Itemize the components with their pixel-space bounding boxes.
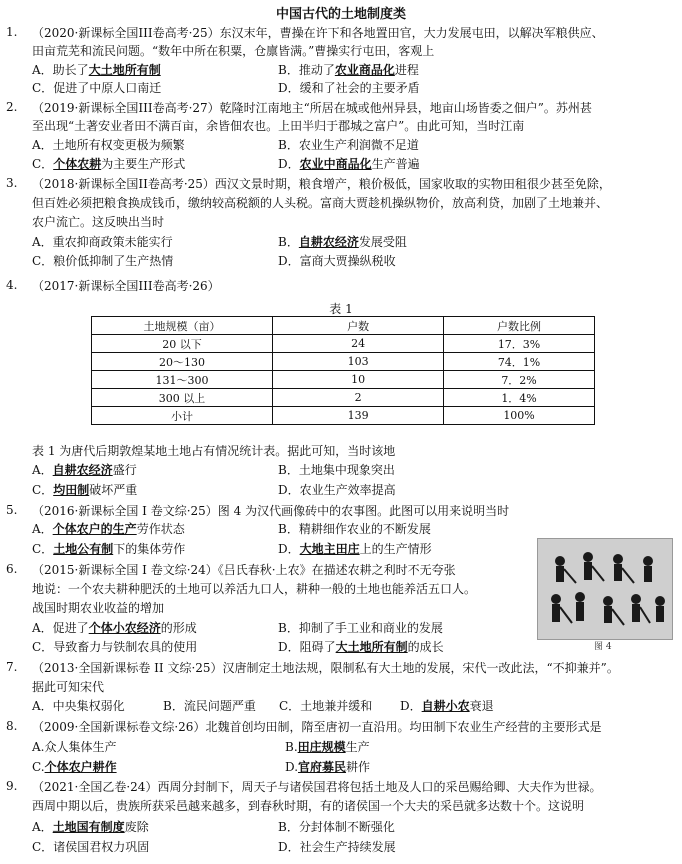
table-cell: 小计 [92,407,273,425]
question-6-stem-line-3: 战国时期农业收益的增加 [32,601,165,615]
question-8-option-b[interactable]: B.田庄规模生产 [285,740,370,754]
question-8-option-c[interactable]: C.个体农户耕作 [32,760,117,774]
question-3-option-a[interactable]: A．重农抑商政策未能实行 [32,235,173,249]
question-6-option-a[interactable]: A．促进了个体小农经济的形成 [32,621,197,635]
table-cell: 74．1% [444,353,595,371]
question-5-option-a[interactable]: A．个体农户的生产劳作状态 [32,522,185,536]
question-6-option-b[interactable]: B．抑制了手工业和商业的发展 [278,621,443,635]
table-row-total [92,407,595,425]
farming-scene-drawing [538,539,672,639]
question-9-option-d[interactable]: D．社会生产持续发展 [278,840,396,854]
table-cell: 20～130 [92,353,273,371]
question-4-stem-line-1: （2017·新课标全国III卷高考·26） [32,279,220,293]
table-cell: 24 [273,335,444,353]
table-cell: 1．4% [444,389,595,407]
table-row [92,353,595,371]
question-2-option-c[interactable]: C．个体农耕为主要生产形式 [32,157,186,171]
question-1-option-d[interactable]: D．缓和了社会的主要矛盾 [278,81,420,95]
question-4-stem-after: 表 1 为唐代后期敦煌某地土地占有情况统计表。据此可知，当时该地 [32,444,396,458]
table-cell: 103 [273,353,444,371]
question-1-option-a[interactable]: A．助长了大土地所有制 [32,63,161,77]
question-2-stem-line-1: （2019·新课标全国III卷高考·27）乾隆时江南地主“所居在城或他州异县，地亩山场皆委之佃户”。苏州甚 [32,101,592,115]
table-cell: 7．2% [444,371,595,389]
question-6-stem-line-1: （2015·新课标全国 I 卷文综·24）《吕氏春秋·上农》在描述农耕之利时不无夸张 [32,563,456,577]
table-cell: 139 [273,407,444,425]
question-7-option-a[interactable]: A．中央集权弱化 [32,699,125,713]
question-7-option-d[interactable]: D．自耕小农衰退 [400,699,494,713]
question-5-option-b[interactable]: B．精耕细作农业的不断发展 [278,522,431,536]
question-1-number: 1. [6,25,18,39]
table-cell: 300 以上 [92,389,273,407]
table-cell: 131～300 [92,371,273,389]
question-3-option-c[interactable]: C．粮价低抑制了生产热情 [32,254,174,268]
question-3-stem-line-2: 但百姓必须把粮食换成钱币，缴纳较高税额的人头税。富商大贾趁机操纵物价，放高利贷，加剧了土地兼并、 [32,196,609,210]
question-9-option-c[interactable]: C．诸侯国君权力巩固 [32,840,150,854]
question-3-number: 3. [6,176,18,190]
han-brick-farming-image [537,538,673,640]
question-4-number: 4. [6,278,18,292]
question-4-option-b[interactable]: B．土地集中现象突出 [278,463,395,477]
figure-4-label: 图 4 [594,642,612,652]
table-row [92,335,595,353]
question-9-option-a[interactable]: A．土地国有制度废除 [32,820,149,834]
table-header-cell: 户数比例 [444,317,595,335]
question-7-stem-line-1: （2013·全国新课标卷 II 文综·25）汉唐制定土地法规，限制私有大土地的发展，宋代一改此法，“不抑兼并”。 [32,661,619,675]
table-cell: 20 以下 [92,335,273,353]
question-4-option-a[interactable]: A．自耕农经济盛行 [32,463,137,477]
question-1-option-b[interactable]: B．推动了农业商品化进程 [278,63,419,77]
land-distribution-table [91,316,595,425]
question-6-stem-line-2: 地说：一个农夫耕种肥沃的土地可以养活九口人，耕种一般的土地也能养活五口人。 [32,582,477,596]
question-8-option-a[interactable]: A.众人集体生产 [32,740,117,754]
question-9-stem-line-1: （2021·全国乙卷·24）西周分封制下，周天子与诸侯国君将包括土地及人口的采邑赐给卿、大夫作为世禄。 [32,780,602,794]
question-7-option-b[interactable]: B．流民问题严重 [163,699,256,713]
table-caption: 表 1 [329,302,353,316]
table-header-cell: 土地规模（亩） [92,317,273,335]
page-title: 中国古代的土地制度类 [275,7,406,22]
question-5-option-c[interactable]: C．土地公有制下的集体劳作 [32,542,186,556]
question-1-stem-line-2: 田亩荒芜和流民问题。“数年中所在积粟，仓廪皆满。”曹操实行屯田，客观上 [32,44,435,58]
question-2-number: 2. [6,100,18,114]
question-3-stem-line-3: 农户流亡。这反映出当时 [32,215,165,229]
question-2-option-a[interactable]: A．土地所有权变更极为频繁 [32,138,185,152]
question-6-number: 6. [6,562,18,576]
question-8-number: 8. [6,719,18,733]
table-cell: 10 [273,371,444,389]
table-header-cell: 户数 [273,317,444,335]
question-7-number: 7. [6,660,18,674]
question-1-stem-line-1: （2020·新课标全国III卷高考·25）东汉末年，曹操在许下和各地置田官，大力发展屯田，以解决军粮供应、 [32,26,604,40]
table-cell: 100% [444,407,595,425]
question-9-option-b[interactable]: B．分封体制不断强化 [278,820,395,834]
question-5-number: 5. [6,503,18,517]
question-6-option-c[interactable]: C．导致畜力与铁制农具的使用 [32,640,198,654]
question-9-stem-line-2: 西周中期以后，贵族所获采邑越来越多，到春秋时期，有的诸侯国一个大夫的采邑就多达数十个。这说明 [32,799,585,813]
question-4-option-c[interactable]: C．均田制破坏严重 [32,483,138,497]
question-7-stem-line-2: 据此可知宋代 [32,680,105,694]
table-cell: 2 [273,389,444,407]
question-7-option-c[interactable]: C．土地兼并缓和 [279,699,373,713]
question-2-option-d[interactable]: D．农业中商品化生产普遍 [278,157,420,171]
table-header-row [92,317,595,335]
question-6-option-d[interactable]: D．阻碍了大土地所有制的成长 [278,640,444,654]
question-8-option-d[interactable]: D.官府募民耕作 [285,760,371,774]
question-2-option-b[interactable]: B．农业生产利润微不足道 [278,138,419,152]
question-5-stem-line-1: （2016·新课标全国 I 卷文综·25）图 4 为汉代画像砖中的农事图。此图可以用来说明当时 [32,504,510,518]
question-3-option-b[interactable]: B．自耕农经济发展受阻 [278,235,407,249]
table-cell: 17．3% [444,335,595,353]
question-9-number: 9. [6,779,18,793]
question-3-stem-line-1: （2018·新课标全国II卷高考·25）西汉文景时期，粮食增产，粮价极低，国家收取的实物田租很少甚至免除， [32,177,611,191]
question-1-option-c[interactable]: C．促进了中原人口南迁 [32,81,162,95]
question-3-option-d[interactable]: D．富商大贾操纵税收 [278,254,396,268]
question-2-stem-line-2: 至出现“土著安业者田不满百亩，余皆佃农也。上田半归于郡城之富户”。由此可知，当时江南 [32,119,525,133]
question-4-option-d[interactable]: D．农业生产效率提高 [278,483,396,497]
table-row [92,389,595,407]
table-row [92,371,595,389]
question-8-stem-line-1: （2009·全国新课标卷文综·26）北魏首创均田制，隋至唐初一直沿用。均田制下农业生产经营的主要形式是 [32,720,602,734]
question-5-option-d[interactable]: D．大地主田庄上的生产情形 [278,542,432,556]
